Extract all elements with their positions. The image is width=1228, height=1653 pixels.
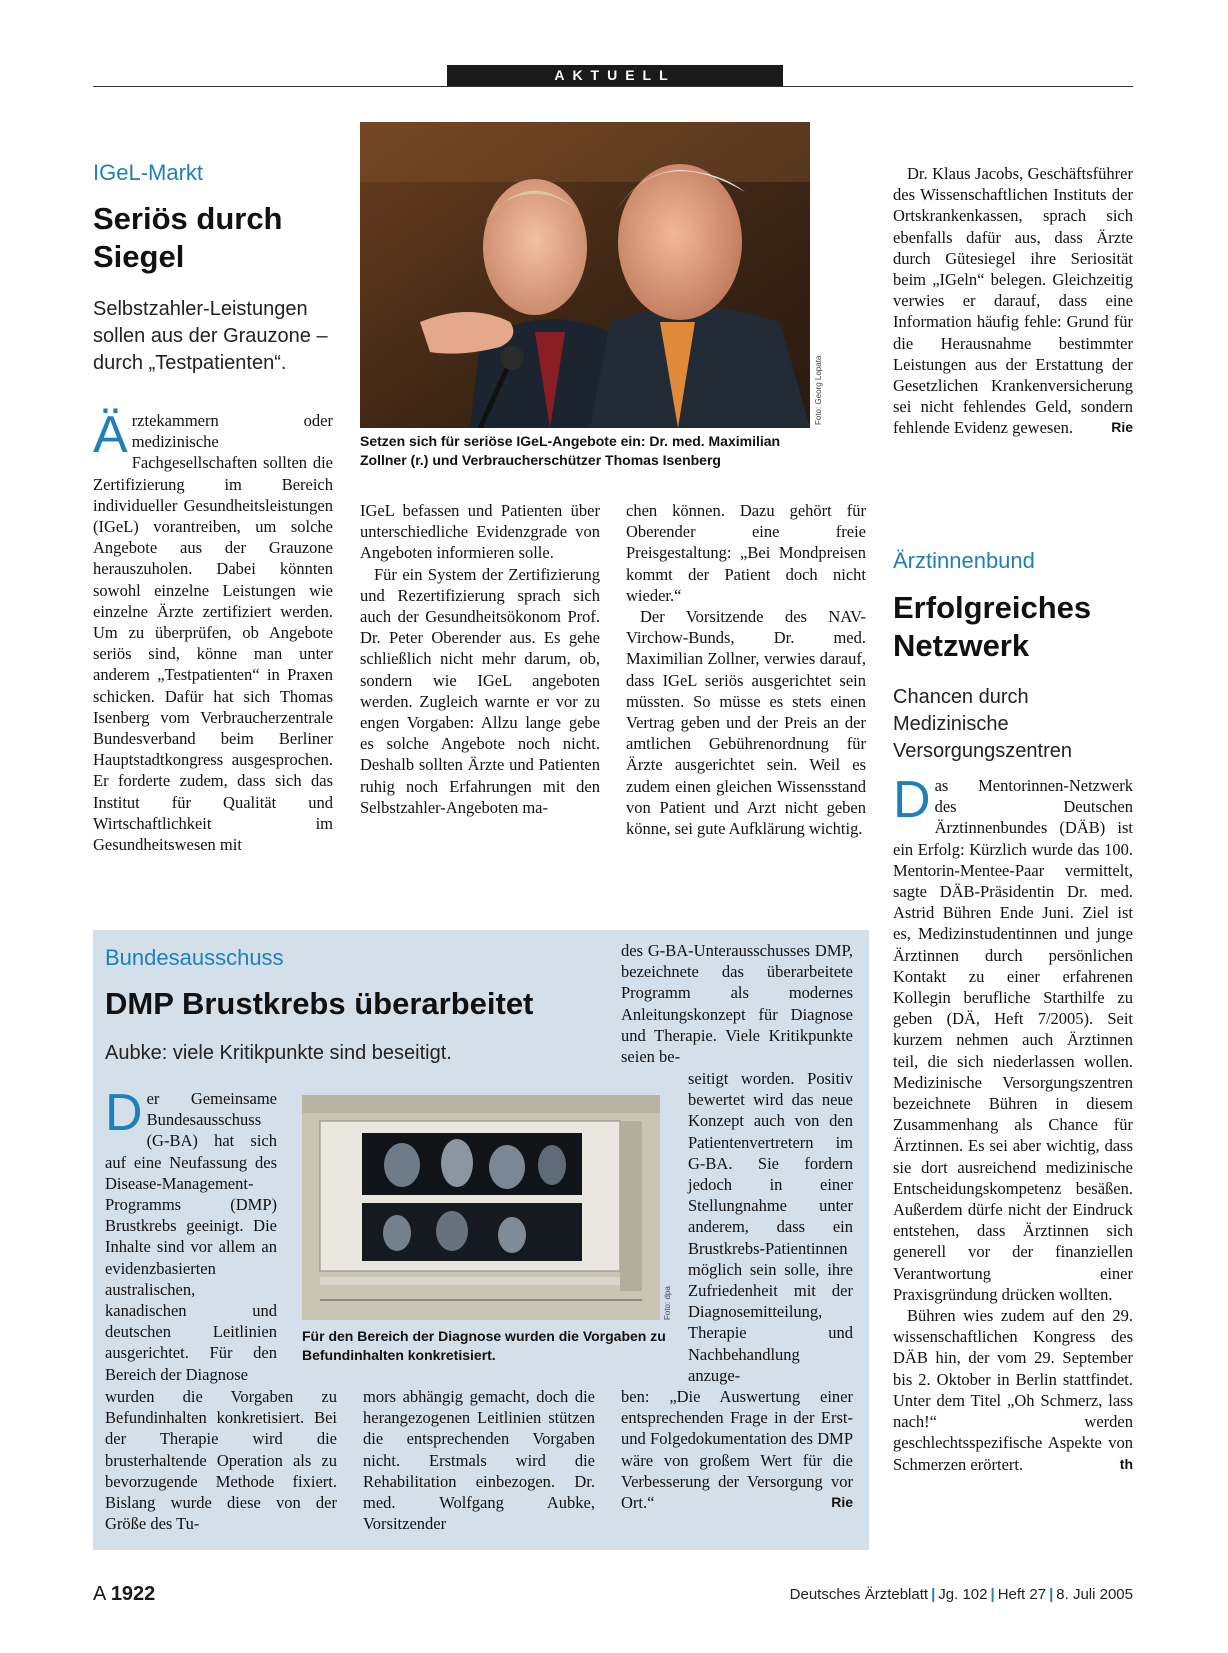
article1-photo-credit: Foto: Georg Lopata	[814, 355, 823, 425]
journal-name: Deutsches Ärzteblatt	[789, 1586, 929, 1603]
article1-column-4	[893, 163, 1133, 439]
journal-issue: Heft 27	[997, 1586, 1047, 1603]
article1-photo-caption: Setzen sich für seriöse IGeL-Angebote ein: Dr. med. Maximilian Zollner (r.) und Verbraucherschützer Thomas Isenberg	[360, 433, 781, 468]
article1-col1-text: rztekammern oder medizinische Fachgesellschaften sollten die Zertifizierung im Bereich individueller Gesundheitsleistungen (IGeL) vorantreiben, um solche Angebote aus der Grauzone herauszuholen. Dabei könnten sowohl einzelne Leistungen wie einzelne Ärzte zertifiziert werden. Um zu überprüfen, ob Angebote seriös sind, könne man unter anderem „Testpatienten“ in Praxen schicken. Dafür hat sich Thomas Isenberg vom Verbraucherzentrale Bundesverband beim Berliner Hauptstadtkongress ausgesprochen. Er forderte zudem, dass sich das Institut für Qualität und Wirtschaftlichkeit im Gesundheitswesen mit	[93, 411, 333, 855]
article3-column-3b: seitigt worden. Positiv bewertet wird das neue Konzept auch von den Patientenvertretern im G-BA. Sie fordern jedoch in einer Stellungnahme unter anderem, dass ein Brustkrebs-Patientinnen möglich sein solle, ihre Zufriedenheit mit der Diagnosemitteilung, Therapie und Nachbehandlung anzuge-	[688, 1069, 853, 1385]
article2-kicker: Ärztinnenbund	[893, 548, 1035, 573]
article3-photo	[302, 1095, 660, 1320]
article3-kicker: Bundesausschuss	[105, 945, 284, 970]
journal-volume: Jg. 102	[938, 1586, 988, 1603]
header-rule	[93, 86, 1133, 87]
article3-column-3a: des G-BA-Unterausschusses DMP, bezeichnete das überarbeitete Programm als modernes Anleitungskonzept für Diagnose und Therapie. Viele Kritikpunkte seien be-	[621, 941, 853, 1067]
separator: |	[931, 1586, 936, 1603]
article1-byline: Rie	[1111, 419, 1133, 436]
article1-drop-cap: Ä	[93, 406, 128, 464]
separator: |	[990, 1586, 995, 1603]
article3-column-1a	[105, 1084, 277, 1385]
article1-col3-p1: chen können. Dazu gehört für Oberender eine freie Preisgestaltung: „Bei Mondpreisen kommt der Patient doch nicht wieder.“	[626, 501, 866, 605]
photo-two-men-at-press-conference	[360, 122, 810, 428]
article3-column-1b: wurden die Vorgaben zu Befundinhalten konkretisiert. Bei der Therapie wird die brusterhaltende Operation als zu bevorzugende Methode fixiert. Bislang wurde diese von der Größe des Tu-	[105, 1387, 337, 1534]
article3-col1a: er Gemeinsame Bundesausschuss (G-BA) hat sich auf eine Neufassung des Disease-Management-Programms (DMP) Brustkrebs geeinigt. Die Inhalte sind vor allem an evidenzbasierten australischen, kanadischen und deutschen Leitlinien ausgerichtet. Für den Bereich der Diagnose	[105, 1089, 277, 1384]
article1-col3-p2: Der Vorsitzende des NAV-Virchow-Bunds, Dr. med. Maximilian Zollner, verwies darauf, dass IGeL seriös ausgerichtet sein müssten. So müsse es stets einen Vertrag geben und der Preis an der amtlichen Gebührenordnung für Ärzte ausgerichtet sein. Weil es zudem einen gleichen Wissensstand von Patient und Arzt nicht geben könne, sei gute Aufklärung wichtig.	[626, 607, 866, 839]
article1-col2-p1: IGeL befassen und Patienten über unterschiedliche Evidenzgrade von Angeboten informieren solle.	[360, 501, 600, 563]
article1-col2-p2: Für ein System der Zertifizierung und Rezertifizierung sprach sich auch der Gesundheitsökonom Prof. Dr. Peter Oberender aus. Es gehe schließlich nicht mehr darum, ob, sondern wie IGeL angeboten werden. Zugleich warnte er vor zu engen Vorgaben: Allzu lange gebe es solche Angebote noch nicht. Deshalb sollten Ärzte und Patienten ruhig noch Erfahrungen mit den Selbstzahler-Angeboten ma-	[360, 564, 600, 817]
article1-column-1	[93, 406, 333, 855]
journal-date: 8. Juli 2005	[1056, 1586, 1133, 1603]
article3-photo-caption: Für den Bereich der Diagnose wurden die Vorgaben zu Befundinhalten konkretisiert.	[302, 1328, 666, 1363]
article3-headline: DMP Brustkrebs überarbeitet	[105, 986, 534, 1021]
article1-kicker: IGeL-Markt	[93, 160, 204, 185]
article2-headline: Erfolgreiches Netzwerk	[893, 590, 1092, 663]
section-label: AKTUELL	[447, 65, 783, 86]
article3-column-3c	[621, 1386, 853, 1513]
article3-col3c: ben: „Die Auswertung einer entsprechenden Frage in der Erst- und Folgedokumentation des DMP wäre von großem Wert für die Verbesserung der Versorgung vor Ort.“	[621, 1387, 853, 1513]
article2-p1: as Mentorinnen-Netzwerk des Deutschen Ärztinnenbundes (DÄB) ist ein Erfolg: Kürzlich wurde das 100. Mentorin-Mentee-Paar vermittelt, sagte DÄB-Präsidentin Dr. med. Astrid Bühren Ende Juni. Ziel ist es, Medizinstudentinnen und junge Ärztinnen durch persönlichen Kontakt zu einer erfahrenen Kollegin berufliche Starthilfe zu geben (DÄ, Heft 7/2005). Seit kurzem nehmen auch Ärztinnen teil, die sich niederlassen wollen. Medizinische Versorgungszentren bezeichnete Bühren in diesem Zusammenhang als Chance für Ärztinnen. Es sei aber wichtig, dass sie dort ausreichend medizinische Entscheidungskompetenz besäßen. Außerdem dürfe nicht der Eindruck entstehen, dass Ärztinnen sich generell vor der finanziellen Verantwortung einer Praxisgründung drücken wollten.	[893, 776, 1133, 1304]
article3-byline: Rie	[831, 1494, 853, 1511]
article1-deck: Selbstzahler-Leistungen sollen aus der Grauzone – durch „Testpatienten“.	[93, 298, 328, 374]
page-number	[93, 1583, 155, 1606]
article3-photo-credit: Foto: dpa	[663, 1286, 672, 1320]
journal-info	[790, 1586, 1133, 1603]
article1-photo	[360, 122, 810, 428]
page-prefix: A	[93, 1583, 106, 1605]
article2-p2: Bühren wies zudem auf den 29. wissenschaftlichen Kongress des DÄB hin, der vom 29. September bis 2. Oktober in Berlin stattfindet. Unter dem Titel „Oh Schmerz, lass nach!“ werden geschlechtsspezifische Aspekte von Schmerzen erörtert.	[893, 1306, 1133, 1474]
article3-deck: Aubke: viele Kritikpunkte sind beseitigt.	[105, 1042, 452, 1064]
article2-byline: th	[1119, 1455, 1133, 1472]
article1-headline: Seriös durch Siegel	[93, 201, 283, 274]
article1-col4-text: Dr. Klaus Jacobs, Geschäftsführer des Wissenschaftlichen Instituts der Ortskrankenkassen, sprach sich ebenfalls dafür aus, dass Ärzte durch Gütesiegel ihre Seriosität beim „IGeln“ belegen. Gleichzeitig verwies er darauf, dass eine Information häufig fehle: Grund für die Herausnahme bestimmter Leistungen aus der Erstattung der Gesetzlichen Krankenversicherung sei nicht fehlendes Geld, sondern fehlende Evidenz gewesen.	[893, 164, 1133, 438]
article3-drop-cap: D	[105, 1084, 143, 1142]
article2-drop-cap: D	[893, 771, 931, 829]
article1-column-2	[360, 500, 600, 818]
article2-body	[893, 771, 1133, 1475]
separator: |	[1049, 1586, 1054, 1603]
page-number-value: 1922	[110, 1583, 156, 1605]
photo-mammography-lightbox	[302, 1095, 660, 1320]
article2-deck: Chancen durch Medizinische Versorgungszentren	[893, 686, 1073, 762]
article3-column-2: mors abhängig gemacht, doch die herangezogenen Leitlinien stützen die entsprechenden Vorgaben nicht. Erstmals wird die Rehabilitation einbezogen. Dr. med. Wolfgang Aubke, Vorsitzender	[363, 1387, 595, 1534]
article1-column-3	[626, 500, 866, 839]
